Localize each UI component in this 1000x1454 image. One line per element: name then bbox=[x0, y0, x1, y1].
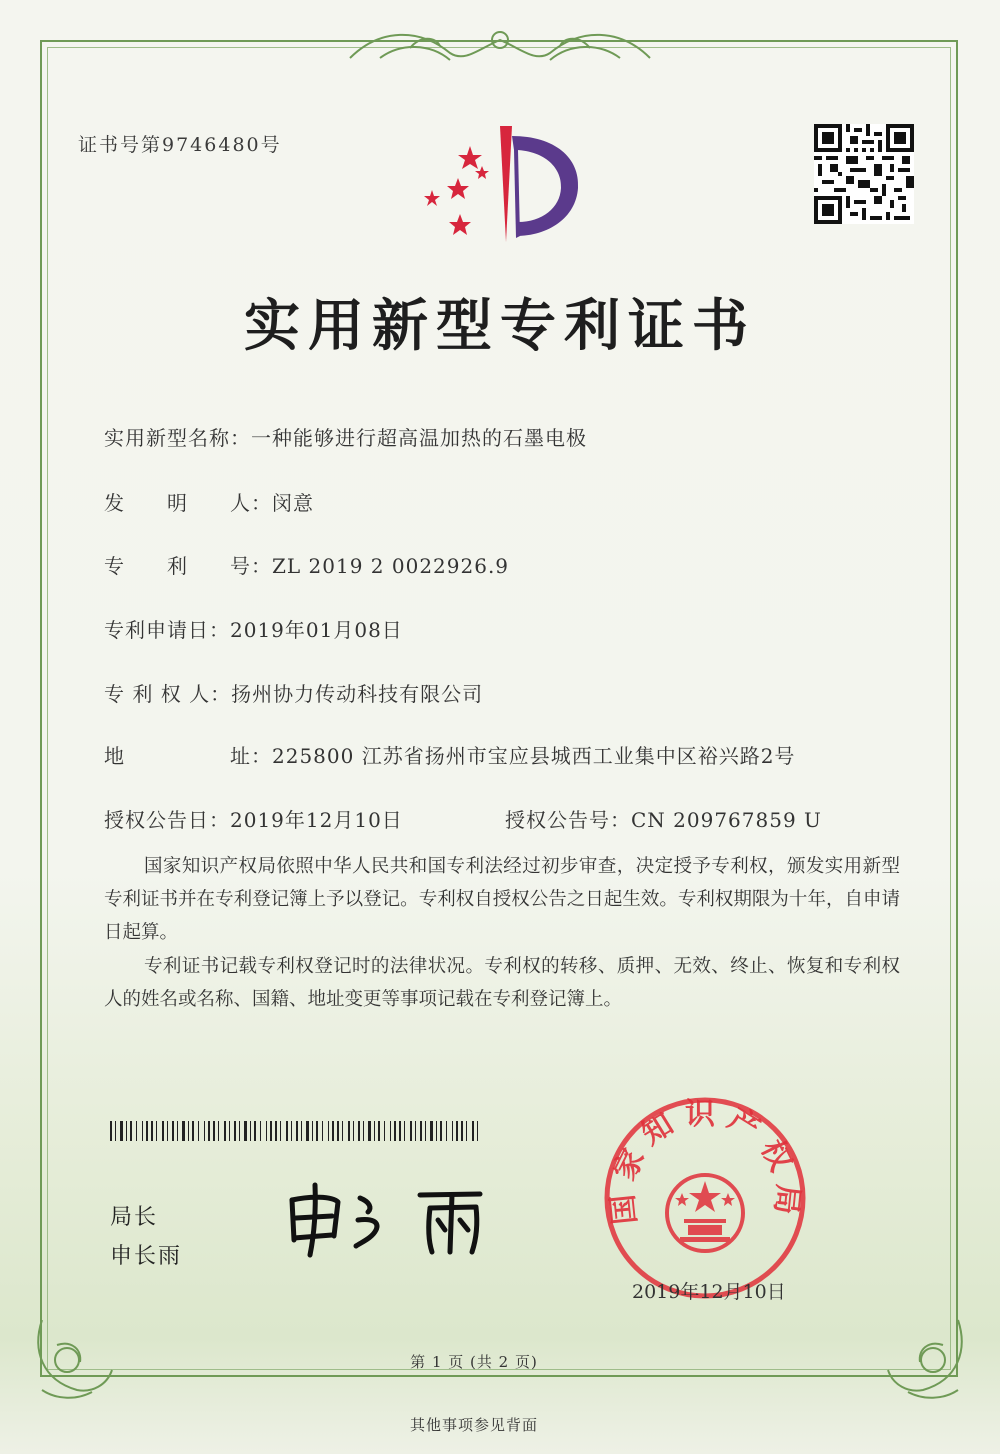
barcode-bar bbox=[204, 1121, 205, 1141]
barcode-bar bbox=[301, 1121, 302, 1141]
barcode-bar bbox=[110, 1121, 112, 1141]
barcode-bar bbox=[275, 1121, 277, 1141]
barcode-bar bbox=[322, 1121, 323, 1141]
barcode-bar bbox=[394, 1121, 396, 1141]
barcode-bar bbox=[425, 1121, 426, 1141]
barcode-bar bbox=[244, 1121, 247, 1141]
grant-number-row bbox=[505, 804, 822, 833]
barcode-bar bbox=[234, 1121, 236, 1141]
barcode-bar bbox=[384, 1121, 385, 1141]
grant-number-label: 授权公告号： bbox=[505, 808, 631, 832]
barcode-bar bbox=[167, 1121, 168, 1141]
grant-date-label: 授权公告日： bbox=[104, 808, 230, 832]
filing-date-row bbox=[104, 614, 403, 643]
barcode-bar bbox=[420, 1121, 422, 1141]
barcode-bar bbox=[177, 1121, 178, 1141]
barcode-bar bbox=[358, 1121, 360, 1141]
barcode-bar bbox=[477, 1121, 478, 1141]
barcode-bar bbox=[472, 1121, 474, 1141]
barcode-bar bbox=[136, 1121, 137, 1141]
barcode-bar bbox=[316, 1121, 318, 1141]
signatory-name: 申长雨 bbox=[110, 1244, 183, 1269]
patentee-value: 扬州协力传动科技有限公司 bbox=[231, 682, 484, 706]
barcode-bar bbox=[456, 1121, 458, 1141]
barcode-bar bbox=[254, 1121, 256, 1141]
signatory-role: 局长 bbox=[110, 1205, 159, 1230]
barcode-bar bbox=[332, 1121, 334, 1141]
barcode-bar bbox=[286, 1121, 288, 1141]
barcode-bar bbox=[266, 1121, 267, 1141]
barcode-bar bbox=[390, 1121, 391, 1141]
inventor-value: 闵意 bbox=[272, 491, 314, 515]
patent-number-row bbox=[104, 550, 509, 579]
barcode-bar bbox=[162, 1121, 164, 1141]
barcode-bar bbox=[368, 1121, 371, 1141]
grant-date-value: 2019年12月10日 bbox=[230, 808, 403, 832]
barcode-bar bbox=[374, 1121, 375, 1141]
patent-office-logo-icon bbox=[420, 118, 585, 248]
barcode-bar bbox=[348, 1121, 350, 1141]
barcode-bar bbox=[452, 1121, 453, 1141]
barcode-bar bbox=[151, 1121, 153, 1141]
footer-note: 其他事项参见背面 bbox=[409, 1416, 538, 1434]
official-seal bbox=[600, 1093, 810, 1303]
barcode-bar bbox=[192, 1121, 194, 1141]
filing-date-value: 2019年01月08日 bbox=[230, 618, 403, 642]
barcode-bar bbox=[378, 1121, 380, 1141]
barcode-bar bbox=[224, 1121, 226, 1141]
barcode-bar bbox=[213, 1121, 215, 1141]
qr-code bbox=[814, 124, 914, 224]
handwritten-signature bbox=[280, 1180, 510, 1260]
barcode-bar bbox=[306, 1121, 309, 1141]
barcode-bar bbox=[446, 1121, 447, 1141]
barcode-bar bbox=[399, 1121, 401, 1141]
barcode-bar bbox=[280, 1121, 281, 1141]
barcode-bar bbox=[250, 1121, 251, 1141]
address-label: 地 址： bbox=[104, 744, 272, 768]
barcode-bar bbox=[188, 1121, 189, 1141]
legal-statement-paragraph: 国家知识产权局依照中华人民共和国专利法经过初步审查，决定授予专利权，颁发实用新型专利证书并在专利登记簿上予以登记。专利权自授权公告之日起生效。专利权期限为十年，自申请日起算。 bbox=[104, 856, 900, 943]
grant-date-row bbox=[104, 804, 403, 833]
barcode-bar bbox=[115, 1121, 116, 1141]
patentee-row bbox=[104, 678, 483, 707]
barcode-bar bbox=[410, 1121, 412, 1141]
barcode-bar bbox=[218, 1121, 219, 1141]
utility-model-name-label: 实用新型名称： bbox=[104, 426, 251, 450]
barcode-bar bbox=[172, 1121, 174, 1141]
seal-date: 2019年12月10日 bbox=[632, 1281, 786, 1303]
barcode-bar bbox=[146, 1121, 148, 1141]
barcode-bar bbox=[270, 1121, 272, 1141]
filing-date-label: 专利申请日： bbox=[104, 618, 230, 642]
barcode-bar bbox=[404, 1121, 405, 1141]
barcode-bar bbox=[229, 1121, 230, 1141]
barcode-bar bbox=[182, 1121, 185, 1141]
barcode-bar bbox=[208, 1121, 210, 1141]
barcode-bar bbox=[142, 1121, 143, 1141]
barcode-bar bbox=[126, 1121, 127, 1141]
barcode-bar bbox=[430, 1121, 433, 1141]
barcode-bar bbox=[312, 1121, 313, 1141]
patent-number-value: ZL 2019 2 0022926.9 bbox=[272, 554, 510, 578]
page-indicator: 第 1 页 (共 2 页) bbox=[410, 1353, 538, 1371]
barcode-bar bbox=[156, 1121, 157, 1141]
barcode-bar bbox=[353, 1121, 354, 1141]
barcode-bar bbox=[198, 1121, 199, 1141]
barcode-bar bbox=[415, 1121, 416, 1141]
certificate-title: 实用新型专利证书 bbox=[244, 294, 756, 359]
barcode-bar bbox=[461, 1121, 463, 1141]
svg-text:国家知识产权局 bbox=[604, 1097, 805, 1226]
barcode-bar bbox=[337, 1121, 339, 1141]
barcode-bar bbox=[260, 1121, 261, 1141]
barcode-bar bbox=[342, 1121, 343, 1141]
inventor-label: 发 明 人： bbox=[104, 491, 272, 515]
top-ornament bbox=[340, 18, 660, 78]
barcode-bar bbox=[440, 1121, 442, 1141]
barcode-bar bbox=[130, 1121, 132, 1141]
legal-status-paragraph: 专利证书记载专利权登记时的法律状况。专利权的转移、质押、无效、终止、恢复和专利权人的姓名或名称、国籍、地址变更等事项记载在专利登记簿上。 bbox=[104, 956, 900, 1010]
barcode-bar bbox=[466, 1121, 467, 1141]
barcode-bar bbox=[296, 1121, 298, 1141]
utility-model-name-row bbox=[104, 422, 587, 451]
barcode bbox=[110, 1121, 485, 1141]
utility-model-name-value: 一种能够进行超高温加热的石墨电极 bbox=[251, 426, 587, 450]
barcode-bar bbox=[363, 1121, 364, 1141]
barcode-bar bbox=[328, 1121, 329, 1141]
barcode-bar bbox=[239, 1121, 240, 1141]
address-row bbox=[104, 740, 795, 769]
certificate-number: 证书号第9746480号 bbox=[78, 134, 282, 156]
patent-number-label: 专 利 号： bbox=[104, 554, 272, 578]
seal-text: 国家知识产权局 bbox=[604, 1097, 806, 1227]
grant-number-value: CN 209767859 U bbox=[631, 808, 822, 832]
inventor-row bbox=[104, 487, 314, 516]
barcode-bar bbox=[291, 1121, 292, 1141]
patentee-label: 专 利 权 人： bbox=[104, 682, 232, 706]
address-value: 225800 江苏省扬州市宝应县城西工业集中区裕兴路2号 bbox=[272, 744, 796, 768]
barcode-bar bbox=[436, 1121, 437, 1141]
barcode-bar bbox=[120, 1121, 123, 1141]
